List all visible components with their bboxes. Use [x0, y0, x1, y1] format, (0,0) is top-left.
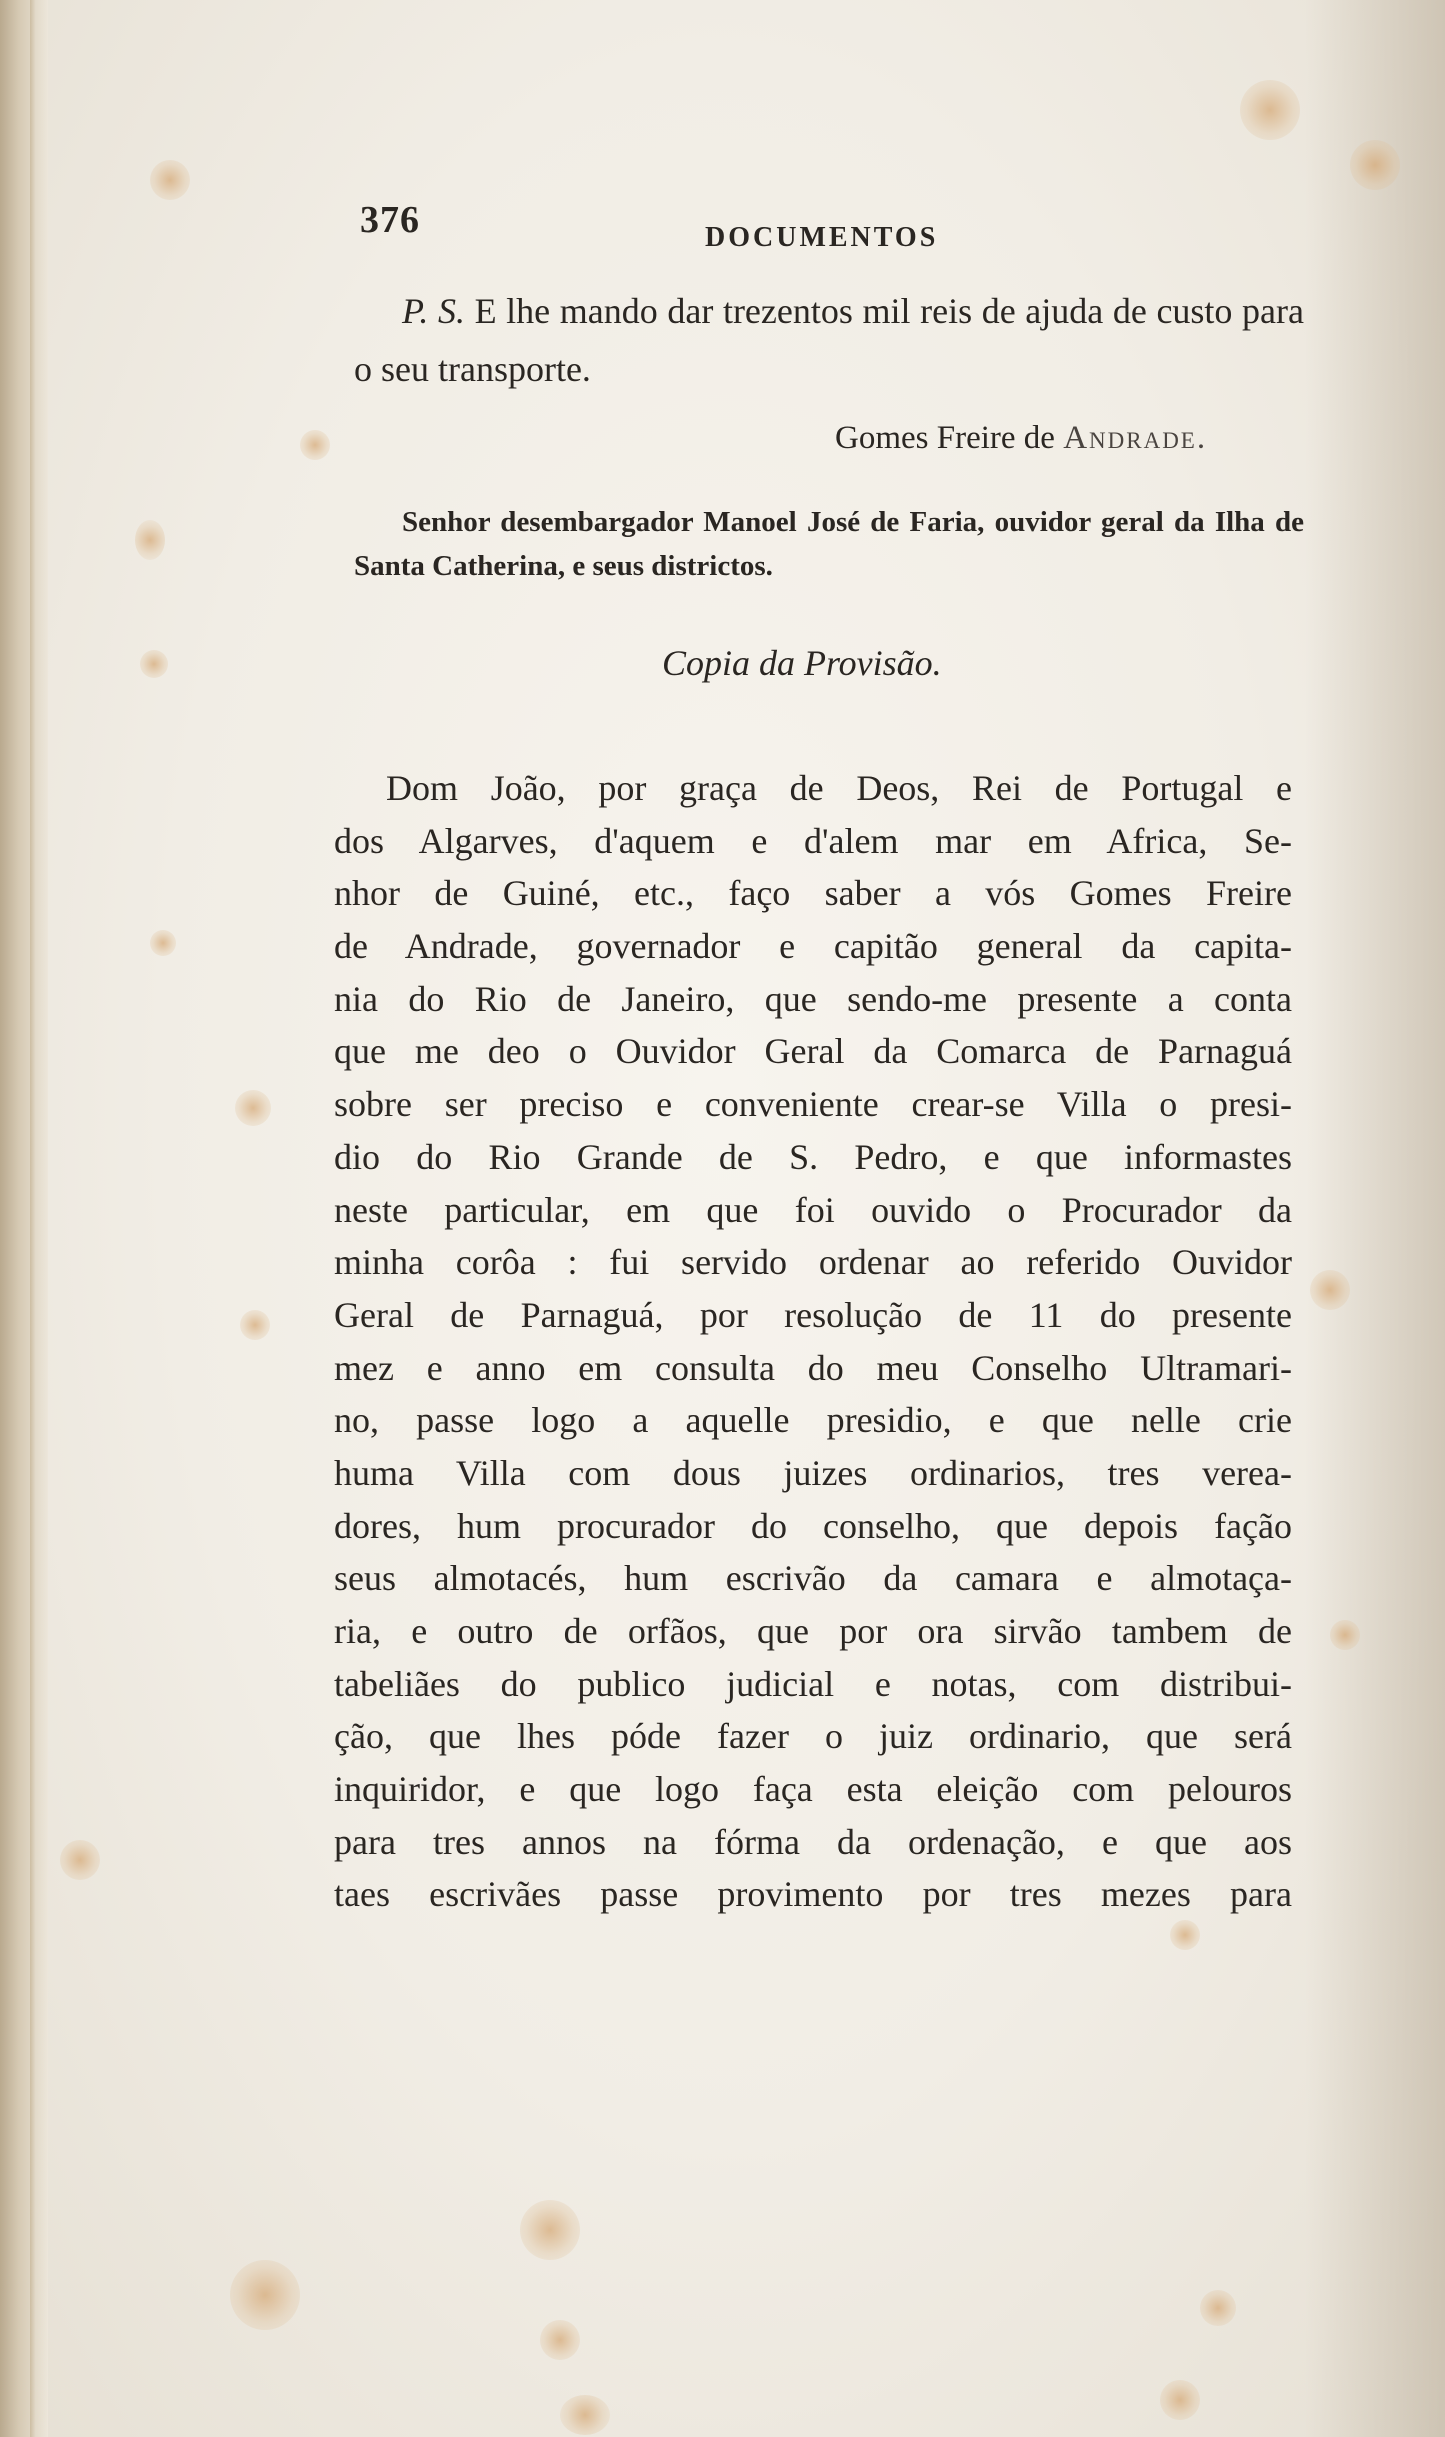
foxing-spot [230, 2260, 300, 2330]
page-number: 376 [360, 199, 420, 241]
binding-edge [30, 0, 36, 2437]
postscript [354, 282, 1304, 398]
foxing-spot [140, 650, 168, 678]
text-line: ria, e outro de orfãos, que por ora sirvão tambem de [334, 1611, 1292, 1651]
text-line: ção, que lhes póde fazer o juiz ordinario, que será [334, 1716, 1292, 1757]
foxing-spot [540, 2320, 580, 2360]
text-line: Dom João, por graça de Deos, Rei de Portugal e [386, 768, 1292, 808]
running-head [360, 198, 1290, 258]
text-line: no, passe logo a aquelle presidio, e que nelle crie [334, 1400, 1292, 1441]
signature-surname: Andrade. [1063, 420, 1208, 456]
text-line: nhor de Guiné, etc., faço saber a vós Gomes Freire [334, 873, 1292, 914]
foxing-spot [300, 430, 330, 460]
foxing-spot [235, 1090, 271, 1126]
foxing-spot [135, 520, 165, 560]
foxing-spot [1170, 1920, 1200, 1950]
running-title: DOCUMENTOS [705, 222, 939, 253]
text-line: minha corôa : fui servido ordenar ao referido Ouvidor [334, 1242, 1292, 1283]
foxing-spot [60, 1840, 100, 1880]
text-line: nia do Rio de Janeiro, que sendo-me presente a conta [334, 978, 1292, 1019]
foxing-spot [1240, 80, 1300, 140]
foxing-spot [150, 160, 190, 200]
foxing-spot [1350, 140, 1400, 190]
section-title: Copia da Provisão. [662, 643, 942, 683]
text-line: neste particular, em que foi ouvido o Procurador da [334, 1189, 1292, 1230]
text-line: taes escrivães passe provimento por tres mezes para [334, 1874, 1292, 1915]
page-gutter [0, 0, 48, 2437]
postscript-text: E lhe mando dar trezentos mil reis de ajuda de custo para o seu transporte. [354, 291, 1304, 389]
signature [835, 420, 1207, 457]
text-line: dores, hum procurador do conselho, que depois fação [334, 1505, 1292, 1546]
foxing-spot [1160, 2380, 1200, 2420]
signature-given-name: Gomes Freire de [835, 420, 1064, 456]
postscript-prefix: P. S. [402, 291, 465, 331]
text-line: dio do Rio Grande de S. Pedro, e que informastes [334, 1136, 1292, 1177]
text-line: de Andrade, governador e capitão general da capita- [334, 926, 1292, 967]
text-line: que me deo o Ouvidor Geral da Comarca de Parnaguá [334, 1031, 1292, 1072]
foxing-spot [150, 930, 176, 956]
addressee: Senhor desembargador Manoel José de Faria, ouvidor geral da Ilha de Santa Catherina, e seus districtos. [354, 506, 1304, 582]
text-line: mez e anno em consulta do meu Conselho Ultramari- [334, 1347, 1292, 1388]
text-line: inquiridor, e que logo faça esta eleição com pelouros [334, 1769, 1292, 1810]
foxing-spot [240, 1310, 270, 1340]
foxing-spot [520, 2200, 580, 2260]
text-line: sobre ser preciso e conveniente crear-se Villa o presi- [334, 1084, 1292, 1125]
text-line: huma Villa com dous juizes ordinarios, tres verea- [334, 1452, 1292, 1493]
foxing-spot [560, 2395, 610, 2435]
text-line: Geral de Parnaguá, por resolução de 11 do presente [334, 1294, 1292, 1335]
page-edge-shadow [1305, 0, 1445, 2437]
foxing-spot [1310, 1270, 1350, 1310]
foxing-spot [1330, 1620, 1360, 1650]
text-line: seus almotacés, hum escrivão da camara e almotaça- [334, 1558, 1292, 1599]
foxing-spot [1200, 2290, 1236, 2326]
provision-text [334, 762, 1292, 1921]
text-line: tabeliães do publico judicial e notas, com distribui- [334, 1663, 1292, 1704]
text-line: para tres annos na fórma da ordenação, e que aos [334, 1821, 1292, 1862]
text-line: dos Algarves, d'aquem e d'alem mar em Africa, Se- [334, 820, 1292, 861]
